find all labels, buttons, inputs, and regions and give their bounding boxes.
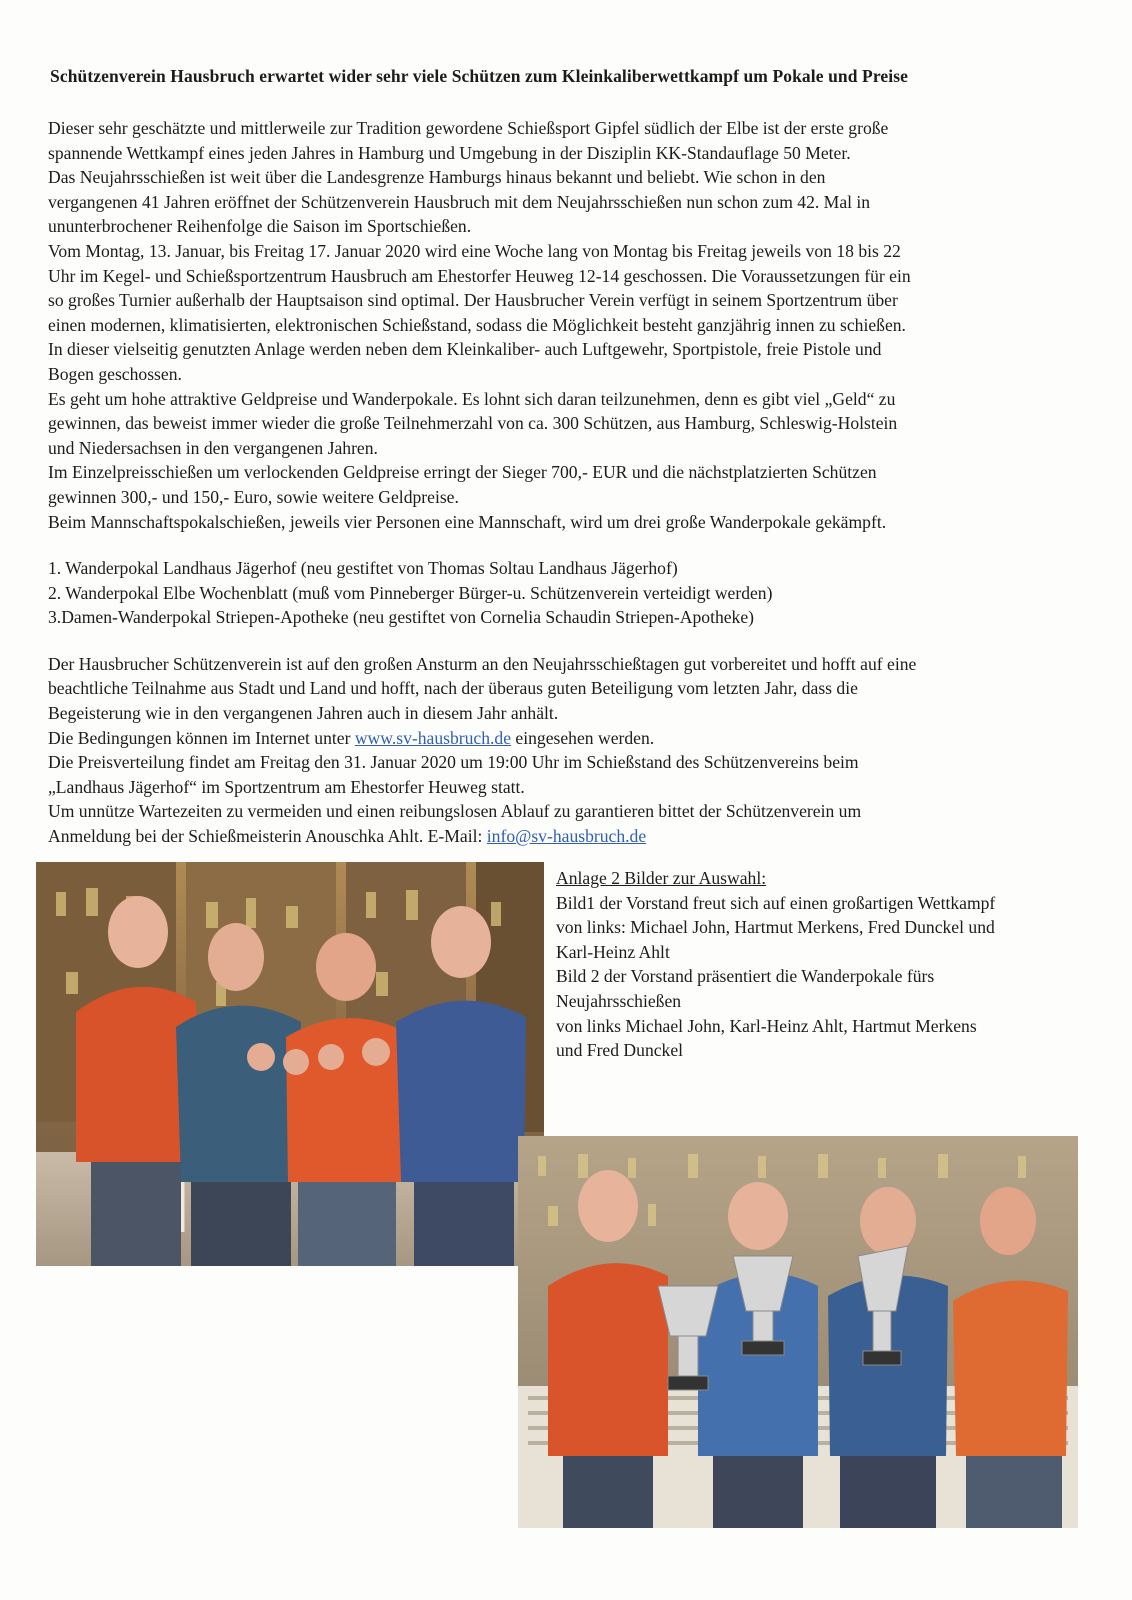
body-line: Das Neujahrsschießen ist weit über die Landesgrenze Hamburgs hinaus bekannt und beliebt. Wie schon in den [48,167,826,188]
body-line: einen modernen, klimatisierten, elektronischen Schießstand, sodass die Möglichkeit besteht ganzjährig innen zu schießen. [48,314,906,335]
closing-line: Begeisterung wie in den vergangenen Jahren auch in diesem Jahr anhält. [48,703,559,724]
registration-prefix: Anmeldung bei der Schießmeisterin Anouschka Ahlt. E-Mail: [48,826,487,847]
conditions-prefix: Die Bedingungen können im Internet unter [48,727,355,748]
body-line: vergangenen 41 Jahren eröffnet der Schützenverein Hausbruch mit dem Neujahrsschießen nun schon zum 42. Mal in [48,191,871,212]
body-line: so großes Turnier außerhalb der Hauptsaison sind optimal. Der Hausbrucher Verein verfügt in seinem Sportzentrum über [48,290,898,311]
body-line: Bogen geschossen. [48,363,182,384]
caption-line: von links: Michael John, Hartmut Merkens, Fred Dunckel und [556,917,995,938]
spacer [48,630,1098,652]
headline: Schützenverein Hausbruch erwartet wider sehr viele Schützen zum Kleinkaliberwettkampf um Pokale und Preise [50,66,908,86]
trophy-item: 1. Wanderpokal Landhaus Jägerhof (neu gestiftet von Thomas Soltau Landhaus Jägerhof) [48,558,678,579]
photo-board-thumbs-up [36,862,544,1266]
body-line: Uhr im Kegel- und Schießsportzentrum Hausbruch am Ehestorfer Heuweg 12-14 geschossen. Die Voraussetzungen für ein [48,265,911,286]
body-line: ununterbrochener Reihenfolge die Saison im Sportschießen. [48,216,472,237]
body-line: gewinnen, das beweist immer wieder die große Teilnehmerzahl von ca. 300 Schützen, aus Hamburg, Schleswig-Holstein [48,413,898,434]
caption-line: Neujahrsschießen [556,990,682,1011]
body-line: Es geht um hohe attraktive Geldpreise und Wanderpokale. Es lohnt sich daran teilzunehmen, denn es gibt viel „Geld“ zu [48,388,896,409]
body-line: Vom Montag, 13. Januar, bis Freitag 17. Januar 2020 wird eine Woche lang von Montag bis Freitag jeweils von 18 bis 22 [48,240,901,261]
registration-line [48,824,1098,849]
photo-captions [556,866,1096,1063]
award-line: „Landhaus Jägerhof“ im Sportzentrum am Ehestorfer Heuweg statt. [48,776,525,797]
body-line: gewinnen 300,- und 150,- Euro, sowie weitere Geldpreise. [48,486,459,507]
body-line: und Niedersachsen in den vergangenen Jahren. [48,437,378,458]
body-line: spannende Wettkampf eines jeden Jahres in Hamburg und Umgebung in der Disziplin KK-Standauflage 50 Meter. [48,142,851,163]
conditions-suffix: eingesehen werden. [511,727,655,748]
website-link[interactable]: www.sv-hausbruch.de [354,727,512,748]
article-body [48,116,1098,849]
caption-line: und Fred Dunckel [556,1040,684,1061]
captions-heading: Anlage 2 Bilder zur Auswahl: [556,868,767,888]
award-line: Die Preisverteilung findet am Freitag den 31. Januar 2020 um 19:00 Uhr im Schießstand des Schützenvereins beim [48,752,859,773]
body-line: Beim Mannschaftspokalschießen, jeweils vier Personen eine Mannschaft, wird um drei große Wanderpokale gekämpft. [48,511,887,532]
conditions-line [48,726,1098,751]
body-line: Dieser sehr geschätzte und mittlerweile zur Tradition gewordene Schießsport Gipfel südlich der Elbe ist der erste große [48,118,889,138]
caption-line: Karl-Heinz Ahlt [556,941,670,962]
caption-line: Bild1 der Vorstand freut sich auf einen großartigen Wettkampf [556,892,996,913]
trophy-item: 2. Wanderpokal Elbe Wochenblatt (muß vom Pinneberger Bürger-u. Schützenverein verteidigt werden) [48,582,773,603]
body-line: Im Einzelpreisschießen um verlockenden Geldpreise erringt der Sieger 700,- EUR und die nächstplatzierten Schützen [48,462,877,483]
closing-line: Der Hausbrucher Schützenverein ist auf den großen Ansturm an den Neujahrsschießtagen gut vorbereitet und hofft auf eine [48,653,917,674]
body-line: In dieser vielseitig genutzten Anlage werden neben dem Kleinkaliber- auch Luftgewehr, Sportpistole, freie Pistole und [48,339,882,360]
caption-line: von links Michael John, Karl-Heinz Ahlt, Hartmut Merkens [556,1015,977,1036]
caption-line: Bild 2 der Vorstand präsentiert die Wanderpokale fürs [556,966,935,987]
closing-line: beachtliche Teilnahme aus Stadt und Land und hofft, nach der überaus guten Beteiligung vom letzten Jahr, dass die [48,678,858,699]
spacer [48,534,1098,556]
email-link[interactable]: info@sv-hausbruch.de [486,826,647,847]
photo-board-trophies [518,1136,1078,1528]
trophy-item: 3.Damen-Wanderpokal Striepen-Apotheke (neu gestiftet von Cornelia Schaudin Striepen-Apotheke) [48,607,755,628]
award-line: Um unnütze Wartezeiten zu vermeiden und einen reibungslosen Ablauf zu garantieren bittet der Schützenverein um [48,801,862,822]
